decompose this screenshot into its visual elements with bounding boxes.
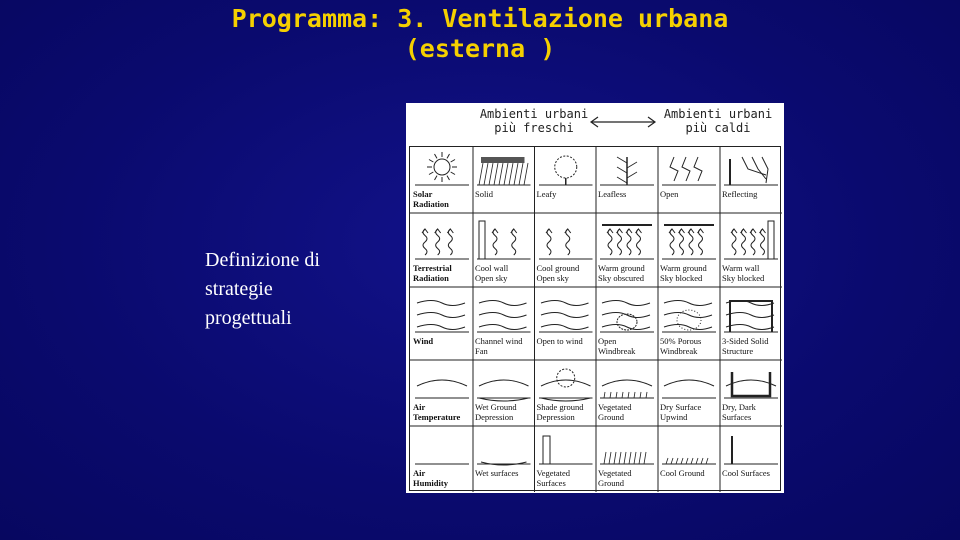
cell-caption-line: Windbreak bbox=[660, 346, 698, 356]
heat-wave-icon-head bbox=[492, 229, 498, 233]
cell-caption-line: Ground bbox=[598, 478, 624, 488]
cell-caption-line: Windbreak bbox=[598, 346, 636, 356]
air-flow-line bbox=[541, 380, 591, 386]
heat-wave-icon-head bbox=[688, 229, 694, 233]
cell-caption bbox=[722, 336, 769, 356]
heat-wave-icon-head bbox=[435, 229, 441, 233]
cell-caption bbox=[598, 189, 626, 199]
cell-caption-line: Shade ground bbox=[536, 402, 584, 412]
wind-line bbox=[602, 301, 650, 306]
wind-line bbox=[664, 325, 712, 330]
cell-caption bbox=[598, 468, 632, 488]
cell-illustration bbox=[475, 149, 533, 189]
cell-illustration bbox=[537, 149, 595, 189]
side-text-line-1: Definizione di bbox=[205, 249, 320, 271]
air-flow-line bbox=[479, 380, 529, 386]
vegetated-wall-icon bbox=[543, 436, 550, 464]
grass-blade bbox=[666, 458, 668, 464]
row-illustration bbox=[413, 428, 471, 468]
cell-caption-line: 50% Porous bbox=[660, 336, 702, 346]
grass-blade bbox=[609, 452, 611, 464]
header-cooler-line-2: più freschi bbox=[494, 121, 574, 135]
shade-hatch bbox=[479, 163, 483, 185]
cell-caption bbox=[722, 263, 764, 283]
cell-caption-line: Warm ground bbox=[660, 263, 707, 273]
heat-wave-icon bbox=[547, 229, 551, 255]
tree-branch bbox=[617, 177, 627, 183]
cell-caption-line: Open sky bbox=[536, 273, 569, 283]
cell-illustration bbox=[537, 362, 595, 402]
cell-caption-line: Dry, Dark bbox=[722, 402, 756, 412]
cell-caption-line: 3-Sided Solid bbox=[722, 336, 769, 346]
wind-line bbox=[541, 301, 589, 306]
cell-caption-line: Upwind bbox=[660, 412, 688, 422]
grass-blade bbox=[628, 392, 629, 398]
cell-illustration bbox=[475, 362, 533, 402]
cell-caption-line: Surfaces bbox=[536, 478, 566, 488]
shade-hatch bbox=[494, 163, 498, 185]
header-warmer bbox=[652, 107, 784, 135]
grass-blade bbox=[634, 452, 636, 464]
heat-wave-icon-head bbox=[617, 229, 623, 233]
sun-ray bbox=[447, 176, 450, 180]
grass-blade bbox=[691, 458, 693, 464]
row-label-line-2: Temperature bbox=[413, 412, 461, 422]
cell-illustration bbox=[660, 289, 718, 336]
wind-line bbox=[417, 313, 465, 318]
cell-illustration bbox=[722, 149, 780, 189]
row-label-line-2: Wind bbox=[413, 336, 434, 346]
sun-ray bbox=[429, 160, 433, 163]
grass-blade bbox=[604, 392, 605, 398]
grass-blade bbox=[616, 392, 617, 398]
cell-caption bbox=[475, 468, 518, 478]
wind-line bbox=[726, 313, 774, 318]
heat-wave-icon-head bbox=[546, 229, 552, 233]
wind-line bbox=[417, 301, 465, 306]
cell-caption-line: Cool wall bbox=[475, 263, 509, 273]
grass-blade bbox=[639, 452, 641, 464]
ray-arrow-icon bbox=[694, 157, 702, 181]
cell-caption-line: Channel wind bbox=[475, 336, 523, 346]
heat-wave-icon bbox=[699, 229, 703, 255]
cell-caption bbox=[537, 468, 571, 488]
heat-wave-icon bbox=[618, 229, 622, 255]
slide-title bbox=[0, 4, 960, 64]
cell-caption bbox=[537, 189, 557, 199]
ray-arrow-icon bbox=[670, 157, 678, 181]
cell-caption bbox=[598, 336, 635, 356]
wind-line bbox=[479, 301, 527, 306]
cell-illustration bbox=[537, 289, 595, 336]
heat-wave-icon bbox=[670, 229, 674, 255]
cell-illustration bbox=[660, 428, 718, 468]
heat-wave-icon-head bbox=[564, 229, 570, 233]
cell-caption-line: Reflecting bbox=[722, 189, 758, 199]
header-cooler bbox=[464, 107, 604, 135]
header-cooler-line-1: Ambienti urbani bbox=[479, 107, 589, 121]
grass-blade bbox=[681, 458, 683, 464]
dark-surface-icon bbox=[732, 372, 770, 396]
air-flow-line bbox=[726, 380, 776, 386]
row-label-line-1: Terrestrial bbox=[413, 263, 452, 273]
cell-illustration bbox=[660, 215, 718, 263]
cell-illustration bbox=[598, 149, 656, 189]
cell-caption-line: Vegetated bbox=[598, 468, 632, 478]
cell-caption bbox=[475, 189, 493, 199]
sun-icon bbox=[434, 159, 450, 175]
cell-caption-line: Depression bbox=[475, 412, 514, 422]
cell-illustration bbox=[475, 428, 533, 468]
heat-wave-icon-head bbox=[607, 229, 613, 233]
solid-canopy bbox=[481, 157, 525, 163]
grass-blade bbox=[624, 452, 626, 464]
wind-line bbox=[602, 313, 650, 318]
heat-wave-icon-head bbox=[760, 229, 766, 233]
wall-icon bbox=[768, 221, 774, 259]
cell-caption-line: Vegetated bbox=[598, 402, 632, 412]
side-text-line-2: strategie bbox=[205, 278, 273, 300]
heat-wave-icon-head bbox=[698, 229, 704, 233]
cell-caption-line: Leafy bbox=[536, 189, 557, 199]
row-label-line-1: Air bbox=[413, 468, 426, 478]
grass-blade bbox=[701, 458, 703, 464]
heat-wave-icon bbox=[423, 229, 427, 255]
heat-wave-icon-head bbox=[741, 229, 747, 233]
heat-wave-icon bbox=[742, 229, 746, 255]
cell-caption-line: Sky blocked bbox=[722, 273, 765, 283]
grass-blade bbox=[686, 458, 688, 464]
cell-caption bbox=[537, 402, 584, 422]
cell-caption bbox=[598, 402, 632, 422]
shade-hatch bbox=[499, 163, 503, 185]
grass-blade bbox=[676, 458, 678, 464]
shade-hatch bbox=[519, 163, 523, 185]
tree-branch bbox=[617, 157, 627, 163]
shade-hatch bbox=[524, 163, 528, 185]
wind-line bbox=[541, 313, 589, 318]
header-warmer-line-1: Ambienti urbani bbox=[663, 107, 773, 121]
grass-blade bbox=[629, 452, 631, 464]
cell-illustration bbox=[660, 149, 718, 189]
wind-line bbox=[541, 325, 589, 330]
cell-caption-line: Depression bbox=[536, 412, 575, 422]
cell-caption-line: Solid bbox=[475, 189, 493, 199]
heat-wave-icon bbox=[608, 229, 612, 255]
cell-caption bbox=[722, 468, 770, 478]
cell-caption-line: Wet surfaces bbox=[475, 468, 519, 478]
row-label-line-2: Radiation bbox=[413, 199, 449, 209]
row-label-line-2: Radiation bbox=[413, 273, 449, 283]
row-label-line-1: Solar bbox=[413, 189, 433, 199]
heat-wave-icon-head bbox=[422, 229, 428, 233]
row-label-line-2: Humidity bbox=[413, 478, 448, 488]
strategy-grid bbox=[409, 146, 781, 491]
cell-illustration bbox=[722, 362, 780, 402]
air-flow-line bbox=[664, 380, 714, 386]
grass-blade bbox=[646, 392, 647, 398]
heat-wave-icon bbox=[732, 229, 736, 255]
wind-line bbox=[602, 325, 650, 330]
cell-caption bbox=[660, 189, 678, 199]
cell-illustration bbox=[722, 215, 780, 263]
shade-tree-icon bbox=[556, 369, 574, 387]
cell-caption bbox=[722, 402, 756, 422]
grass-blade bbox=[622, 392, 623, 398]
cell-caption bbox=[475, 336, 522, 356]
heat-wave-icon-head bbox=[750, 229, 756, 233]
cell-caption-line: Open to wind bbox=[536, 336, 583, 346]
grass-blade bbox=[706, 458, 708, 464]
cell-illustration bbox=[660, 362, 718, 402]
tree-branch bbox=[627, 162, 637, 168]
cell-caption bbox=[660, 336, 701, 356]
sun-ray bbox=[447, 154, 450, 158]
cell-illustration bbox=[475, 289, 533, 336]
row-label bbox=[413, 189, 449, 209]
heat-wave-icon bbox=[751, 229, 755, 255]
ray-arrow-icon bbox=[682, 157, 690, 181]
row-label bbox=[413, 263, 452, 283]
grass-blade bbox=[614, 452, 616, 464]
heat-wave-icon bbox=[493, 229, 497, 255]
grass-blade bbox=[619, 452, 621, 464]
cell-caption-line: Open bbox=[598, 336, 617, 346]
leafy-tree-icon bbox=[554, 156, 576, 178]
cell-caption bbox=[660, 263, 707, 283]
cell-caption-line: Wet Ground bbox=[475, 402, 517, 412]
heat-wave-icon-head bbox=[669, 229, 675, 233]
cell-caption-line: Fan bbox=[475, 346, 488, 356]
side-text-line-3: progettuali bbox=[205, 307, 292, 329]
heat-wave-icon-head bbox=[447, 229, 453, 233]
wind-line bbox=[417, 325, 465, 330]
row-label bbox=[413, 402, 460, 422]
heat-wave-icon-head bbox=[679, 229, 685, 233]
cell-caption-line: Dry Surface bbox=[660, 402, 702, 412]
wind-line bbox=[726, 325, 774, 330]
shade-hatch bbox=[504, 163, 508, 185]
heat-wave-icon bbox=[436, 229, 440, 255]
cell-illustration bbox=[537, 215, 595, 263]
tree-branch bbox=[617, 167, 627, 173]
wind-line bbox=[479, 313, 527, 318]
tree-branch bbox=[627, 172, 637, 178]
shade-hatch bbox=[489, 163, 493, 185]
heat-wave-icon-head bbox=[731, 229, 737, 233]
heat-wave-icon bbox=[627, 229, 631, 255]
cell-caption-line: Vegetated bbox=[536, 468, 571, 478]
grass-blade bbox=[696, 458, 698, 464]
heat-wave-icon-head bbox=[626, 229, 632, 233]
heat-wave-icon bbox=[637, 229, 641, 255]
cell-caption-line: Ground bbox=[598, 412, 624, 422]
grass-blade bbox=[640, 392, 641, 398]
cell-caption-line: Surfaces bbox=[722, 412, 752, 422]
cell-caption-line: Warm ground bbox=[598, 263, 645, 273]
row-illustration bbox=[413, 149, 471, 189]
cell-caption bbox=[537, 263, 580, 283]
side-text bbox=[205, 246, 385, 333]
sun-ray bbox=[429, 172, 433, 175]
air-flow-line bbox=[417, 380, 467, 386]
heat-wave-icon bbox=[680, 229, 684, 255]
heat-wave-icon-head bbox=[636, 229, 642, 233]
cell-caption-line: Warm wall bbox=[722, 263, 760, 273]
header-warmer-line-2: più caldi bbox=[685, 121, 751, 135]
heat-wave-icon bbox=[512, 229, 516, 255]
heat-wave-icon bbox=[565, 229, 569, 255]
grass-blade bbox=[671, 458, 673, 464]
heat-wave-icon bbox=[689, 229, 693, 255]
grass-blade bbox=[634, 392, 635, 398]
row-label bbox=[413, 336, 433, 346]
sun-ray bbox=[435, 176, 438, 180]
grass-blade bbox=[644, 452, 646, 464]
heat-wave-icon bbox=[448, 229, 452, 255]
cell-caption-line: Leafless bbox=[598, 189, 627, 199]
cell-caption bbox=[475, 263, 508, 283]
cell-caption bbox=[475, 402, 517, 422]
cell-caption bbox=[598, 263, 645, 283]
strategy-figure bbox=[406, 103, 784, 493]
wall-icon bbox=[479, 221, 485, 259]
heat-wave-icon-head bbox=[511, 229, 517, 233]
cell-illustration bbox=[598, 289, 656, 336]
wind-line bbox=[664, 301, 712, 306]
cell-caption bbox=[722, 189, 757, 199]
cell-caption bbox=[660, 402, 701, 422]
reflected-ray-icon bbox=[742, 157, 766, 175]
windbreak-bush-icon bbox=[617, 314, 637, 330]
row-illustration bbox=[413, 289, 471, 336]
cell-illustration bbox=[475, 215, 533, 263]
double-arrow-icon bbox=[588, 115, 658, 129]
wind-line bbox=[664, 313, 712, 318]
cell-caption-line: Cool Surfaces bbox=[722, 468, 770, 478]
reflected-ray-icon bbox=[762, 157, 768, 183]
shade-hatch bbox=[514, 163, 518, 185]
row-illustration bbox=[413, 215, 471, 263]
slide-title-line-1: Programma: 3. Ventilazione urbana bbox=[231, 4, 729, 33]
sun-ray bbox=[435, 154, 438, 158]
cell-caption-line: Open bbox=[660, 189, 679, 199]
slide-title-line-2: (esterna ) bbox=[404, 34, 556, 63]
grass-blade bbox=[604, 452, 606, 464]
cell-illustration bbox=[598, 362, 656, 402]
cell-caption-line: Cool ground bbox=[536, 263, 580, 273]
cell-caption-line: Sky obscured bbox=[598, 273, 645, 283]
cell-caption-line: Structure bbox=[722, 346, 754, 356]
heat-wave-icon bbox=[761, 229, 765, 255]
cell-illustration bbox=[598, 428, 656, 468]
shade-hatch bbox=[509, 163, 513, 185]
sun-ray bbox=[451, 172, 455, 175]
wind-line bbox=[479, 325, 527, 330]
cell-caption-line: Open sky bbox=[475, 273, 508, 283]
cell-caption bbox=[537, 336, 583, 346]
cell-illustration bbox=[537, 428, 595, 468]
sun-ray bbox=[451, 160, 455, 163]
row-label-line-1: Air bbox=[413, 402, 426, 412]
air-flow-line bbox=[602, 380, 652, 386]
grass-blade bbox=[610, 392, 611, 398]
shade-hatch bbox=[484, 163, 488, 185]
cell-caption-line: Cool Ground bbox=[660, 468, 705, 478]
row-illustration bbox=[413, 362, 471, 402]
cell-illustration bbox=[598, 215, 656, 263]
cell-illustration bbox=[722, 289, 780, 336]
row-label bbox=[413, 468, 448, 488]
cell-caption bbox=[660, 468, 705, 478]
cell-illustration bbox=[722, 428, 780, 468]
cell-caption-line: Sky blocked bbox=[660, 273, 703, 283]
